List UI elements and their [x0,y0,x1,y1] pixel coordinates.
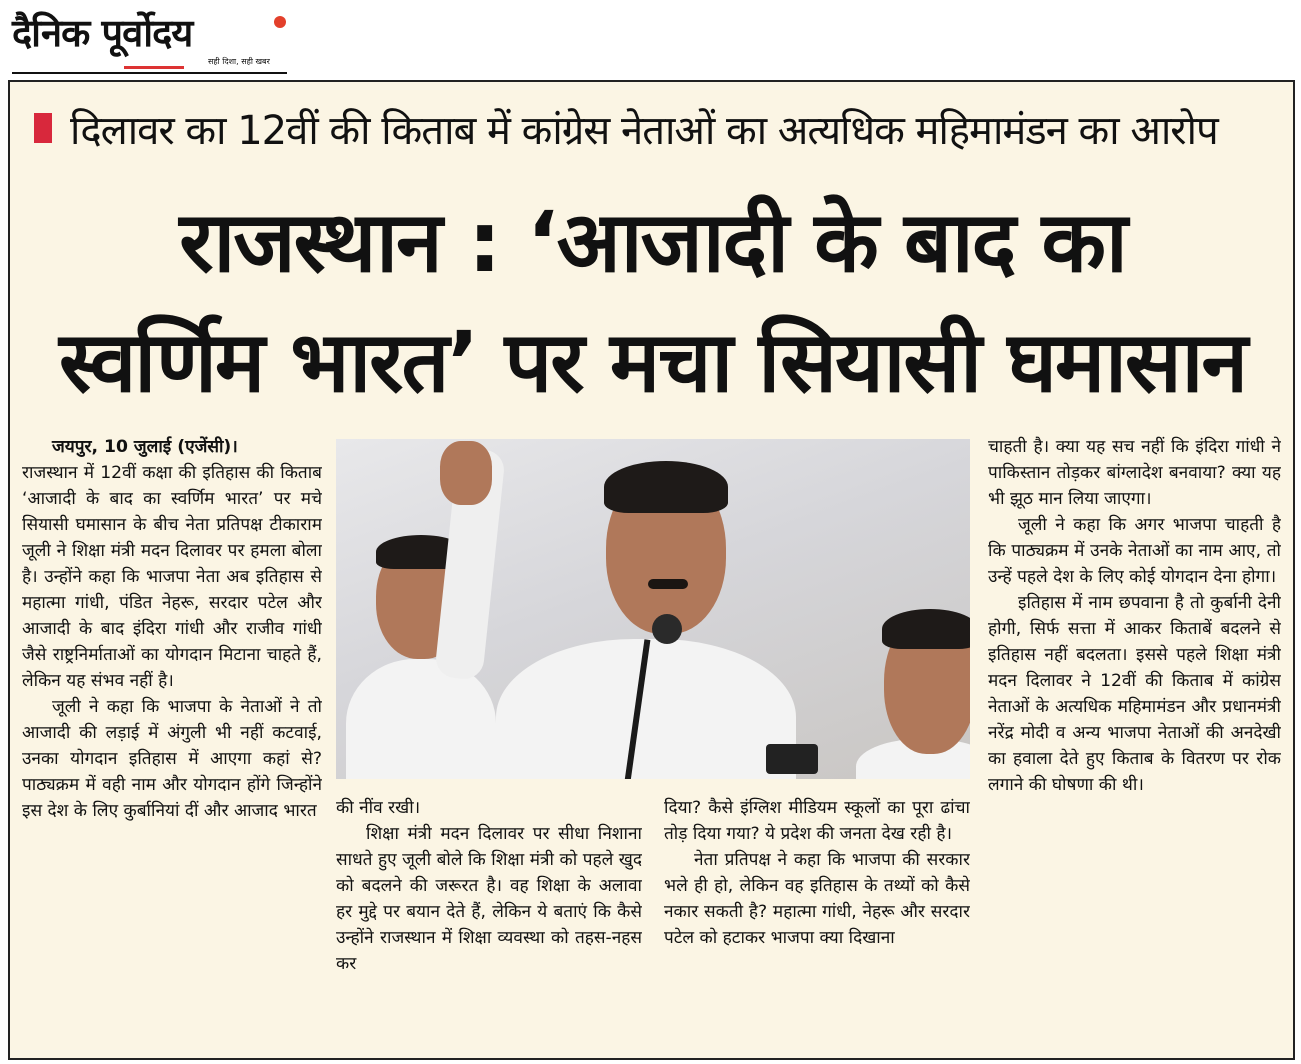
newspaper-logo: दैनिक पूर्वोदय [12,11,193,55]
headline-line-1: राजस्थान : ‘आजादी के बाद का [179,193,1126,291]
news-article [8,80,1295,1060]
phone-icon [766,744,818,774]
paragraph: जूली ने कहा कि अगर भाजपा चाहती है कि पाठ्यक्रम में उनके नेताओं का नाम आए, तो उन्हें पहले देश के लिए कोई योगदान देना होगा। [988,515,1281,587]
masthead-accent-rule [124,66,184,69]
article-column-3 [664,795,970,1050]
logo-dot-icon [274,16,286,28]
paragraph: चाहती है। क्या यह सच नहीं कि इंदिरा गांधी ने पाकिस्तान तोड़कर बांग्लादेश बनवाया? क्या यह भी झूठ मान लिया जाएगा। [988,437,1281,509]
photo-figure-left-body [346,659,496,779]
paragraph: शिक्षा मंत्री मदन दिलावर पर सीधा निशाना साधते हुए जूली बोले कि शिक्षा मंत्री को पहले खुद को बदलने की जरूरत है। वह शिक्षा के अलावा हर मुद्दे पर बयान देते हैं, लेकिन ये बताएं कि कैसे उन्होंने राजस्थान में शिक्षा व्यवस्था को तहस-नहस कर [336,824,642,974]
photo-speaker-mustache [648,579,688,589]
article-column-4 [988,434,1281,1044]
headline-line-2: स्वर्णिम भारत’ पर मचा सियासी घमासान [58,313,1247,411]
article-photo [336,439,970,779]
masthead-tagline: सही दिशा, सही खबर [208,57,270,66]
dateline: जयपुर, 10 जुलाई (एजेंसी)। [52,437,238,457]
paragraph: जूली ने कहा कि भाजपा के नेताओं ने तो आजादी की लड़ाई में अंगुली भी नहीं कटवाई, उनका योगदान इतिहास में आएगा कहां से? पाठ्यक्रम में वही नाम और योगदान होंगे जिन्होंने इस देश के लिए कुर्बानियां दीं और आजाद भारत [22,697,322,821]
photo-figure-right-hair [882,609,970,649]
article-column-2 [336,795,642,1050]
paragraph: राजस्थान में 12वीं कक्षा की इतिहास की किताब ‘आजादी के बाद का स्वर्णिम भारत’ पर मचे सियासी घमासान के बीच नेता प्रतिपक्ष टीकाराम जूली ने शिक्षा मंत्री मदन दिलावर पर हमला बोला है। उन्होंने कहा कि भाजपा नेता अब इतिहास से महात्मा गांधी, पंडित नेहरू, सरदार पटेल और आजादी के बाद इंदिरा गांधी और राजीव गांधी जैसे राष्ट्रनिर्माताओं का योगदान मिटाना चाहते हैं, लेकिन यह संभव नहीं है। [22,463,322,691]
masthead [12,6,287,70]
paragraph: दिया? कैसे इंग्लिश मीडियम स्कूलों का पूरा ढांचा तोड़ दिया गया? ये प्रदेश की जनता देख रही है। [664,798,970,844]
paragraph: की नींव रखी। [336,798,421,818]
kicker-square-icon [34,113,52,143]
photo-raised-hand [440,441,492,505]
microphone-icon [652,614,682,644]
paragraph: नेता प्रतिपक्ष ने कहा कि भाजपा की सरकार भले ही हो, लेकिन वह इतिहास के तथ्यों को कैसे नकार सकती है? महात्मा गांधी, नेहरू और सरदार पटेल को हटाकर भाजपा क्या दिखाना [664,850,970,948]
kicker [34,100,1284,156]
kicker-text: दिलावर का 12वीं की किताब में कांग्रेस नेताओं का अत्यधिक महिमामंडन का आरोप [70,107,1218,154]
article-column-1 [22,434,322,1044]
masthead-rule [12,72,287,74]
photo-speaker-hair [604,461,728,513]
paragraph: इतिहास में नाम छपवाना है तो कुर्बानी देनी होगी, सिर्फ सत्ता में आकर किताबें बदलने से इतिहास नहीं बदलता। इससे पहले शिक्षा मंत्री मदन दिलावर ने 12वीं की किताब में कांग्रेस नेताओं के अत्यधिक महिमामंडन और प्रधानमंत्री नरेंद्र मोदी व अन्य भाजपा नेताओं की अनदेखी का हवाला देते हुए किताब के वितरण पर रोक लगाने की घोषणा की थी। [988,593,1281,795]
